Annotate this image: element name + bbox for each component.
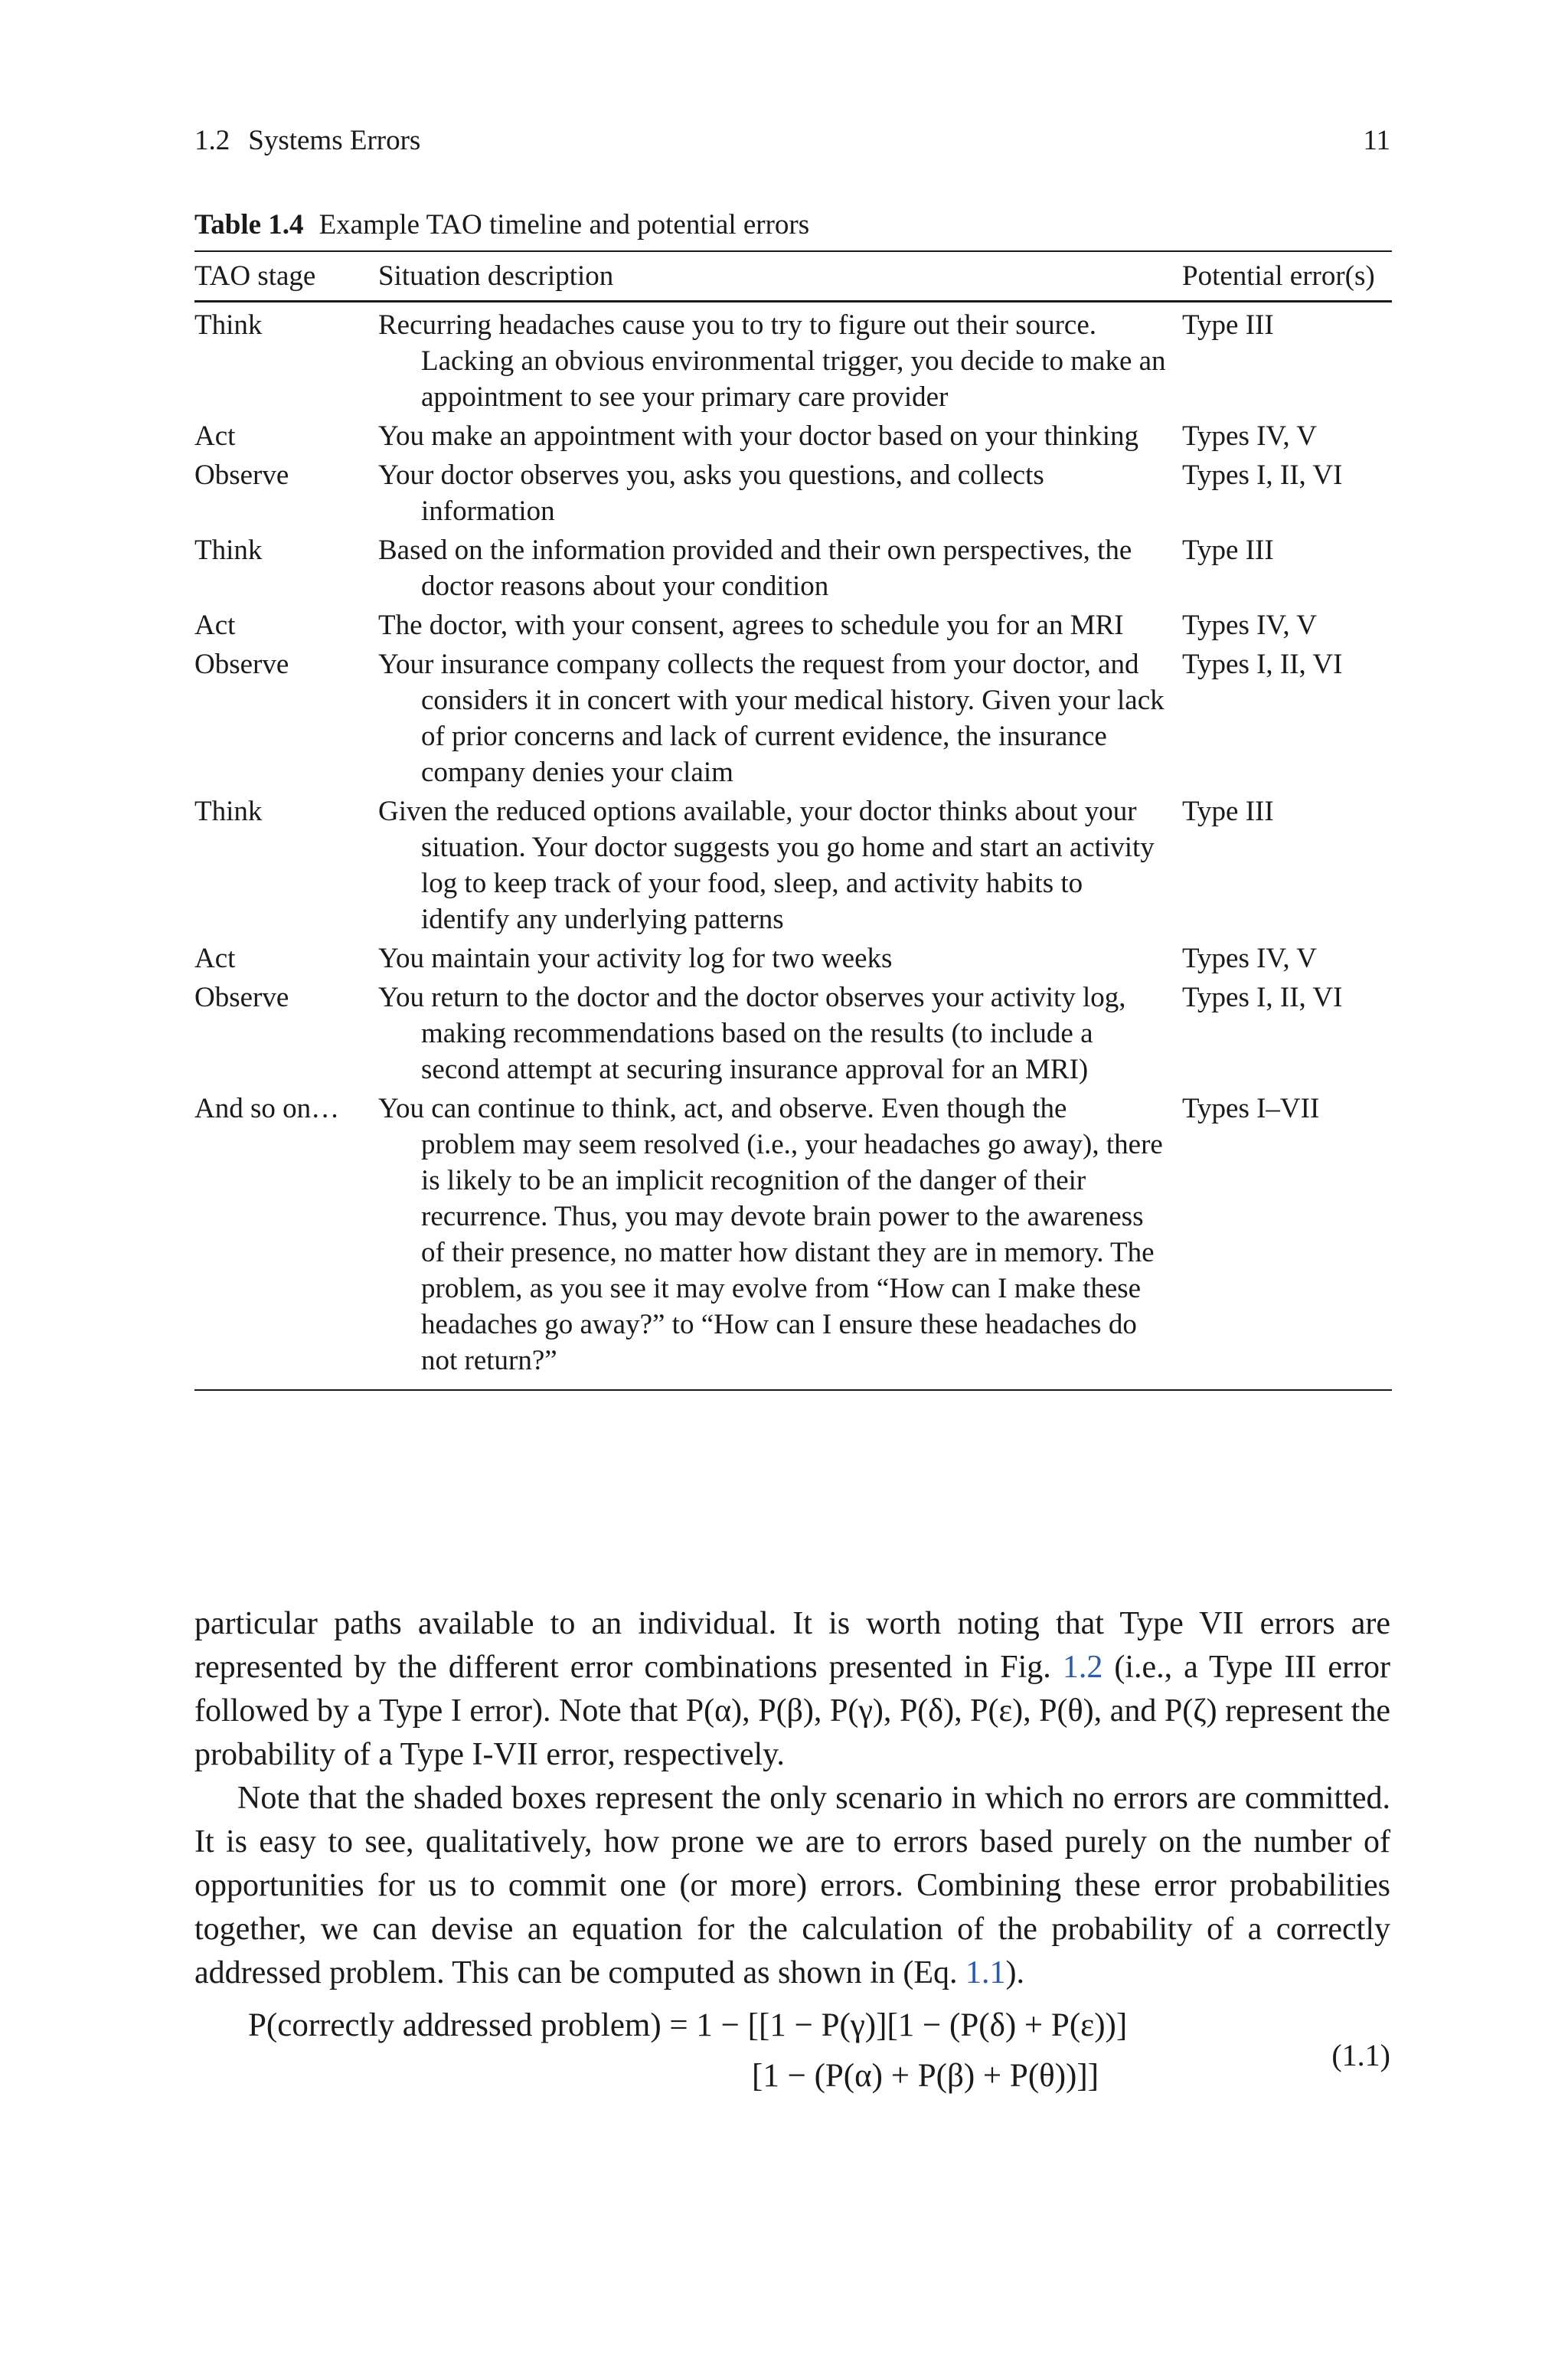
stage-cell: Act <box>194 943 236 974</box>
stage-cell: Observe <box>194 649 289 680</box>
description-cell: Your insurance company collects the request from your doctor, and considers it in concert with your medical history. Given your lack of prior concerns and lack of current evidence, the insurance company denies your claim <box>378 649 1165 788</box>
table-row <box>194 940 1392 980</box>
table-row <box>194 646 1392 793</box>
section-number: 1.2 <box>194 125 230 156</box>
table-row <box>194 532 1392 607</box>
equation-line-1: P(correctly addressed problem) = 1 − [[1 − P(γ)][1 − (P(δ) + P(ε))] <box>248 2007 1128 2043</box>
table-row <box>194 793 1392 940</box>
description-cell: Based on the information provided and their own perspectives, the doctor reasons about your condition <box>378 535 1132 602</box>
errors-cell: Types I, II, VI <box>1182 649 1343 680</box>
errors-cell: Types IV, V <box>1182 610 1317 641</box>
errors-cell: Type III <box>1182 309 1274 341</box>
description-cell: Your doctor observes you, asks you questions, and collects information <box>378 460 1044 527</box>
table-row <box>194 457 1392 532</box>
stage-cell: Observe <box>194 982 289 1013</box>
paragraph-text: (i.e., a Type III error followed by a Type I error). Note that P(α), P(β), P(γ), P(δ), P(ε), P(θ), and P(ζ) represent the probability of a Type I-VII error, respectively. <box>194 1650 1390 1772</box>
equation-line-2: [1 − (P(α) + P(β) + P(θ))]] <box>752 2058 1099 2094</box>
stage-cell: And so on… <box>194 1091 378 1390</box>
errors-cell: Types I, II, VI <box>1182 460 1343 491</box>
description-cell: The doctor, with your consent, agrees to schedule you for an MRI <box>378 610 1124 641</box>
paragraph-type-vii-errors <box>194 1602 1390 1777</box>
equation-number: (1.1) <box>1331 2038 1390 2072</box>
stage-cell: Act <box>194 610 236 641</box>
paragraph-text: Note that the shaded boxes represent the only scenario in which no errors are committed. It is easy to see, qualitatively, how prone we are to errors based purely on the number of opportunities for us to commit one (or more) errors. Combining these error probabilities together, we can devise an equation for the calculation of the probability of a correctly addressed problem. This can be computed as shown in (Eq. <box>194 1781 1390 1990</box>
table-row <box>194 607 1392 646</box>
description-cell: You maintain your activity log for two weeks <box>378 943 893 974</box>
table-block <box>194 208 1392 1391</box>
stage-cell: Think <box>194 796 263 827</box>
page-number: 11 <box>1363 125 1390 156</box>
table-row <box>194 418 1392 457</box>
description-cell: You make an appointment with your doctor based on your thinking <box>378 420 1139 452</box>
section-title: Systems Errors <box>248 125 421 156</box>
running-head <box>194 124 1390 157</box>
stage-cell: Act <box>194 420 236 452</box>
table-caption-text: Example TAO timeline and potential errors <box>318 209 810 240</box>
table-row <box>194 302 1392 419</box>
table-caption-label: Table 1.4 <box>194 209 304 240</box>
description-cell: You return to the doctor and the doctor observes your activity log, making recommendations based on the results (to include a second attempt at securing insurance approval for an MRI) <box>378 982 1126 1085</box>
tao-timeline-table <box>194 250 1392 1391</box>
equation-1-1 <box>194 2007 1390 2106</box>
description-cell: Given the reduced options available, your doctor thinks about your situation. Your doctor suggests you go home and start an activity log to keep track of your food, sleep, and activity habits to identify any underlying patterns <box>378 796 1155 935</box>
stage-cell: Think <box>194 309 263 341</box>
header-situation-description: Situation description <box>378 251 1182 302</box>
errors-cell: Type III <box>1182 796 1274 827</box>
table-header-row <box>194 251 1392 302</box>
errors-cell: Types IV, V <box>1182 943 1317 974</box>
paragraph-shaded-boxes <box>194 1777 1390 1995</box>
paragraph-text: particular paths available to an individual. It is worth noting that Type VII errors are represented by the different error combinations presented in Fig. <box>194 1606 1390 1685</box>
header-potential-errors: Potential error(s) <box>1182 251 1392 302</box>
table-caption <box>194 208 1392 241</box>
header-tao-stage: TAO stage <box>194 251 378 302</box>
equation-ref-link[interactable]: 1.1 <box>965 1955 1006 1990</box>
paragraph-text: ). <box>1005 1955 1024 1990</box>
errors-cell: Types I, II, VI <box>1182 982 1343 1013</box>
running-head-section <box>194 124 420 157</box>
description-cell: Recurring headaches cause you to try to figure out their source. Lacking an obvious environmental trigger, you decide to make an appointment to see your primary care provider <box>378 309 1166 413</box>
figure-ref-link[interactable]: 1.2 <box>1062 1650 1103 1685</box>
stage-cell: Observe <box>194 460 289 491</box>
stage-cell: Think <box>194 535 263 566</box>
errors-cell: Types I–VII <box>1182 1091 1392 1390</box>
table-row <box>194 980 1392 1091</box>
errors-cell: Type III <box>1182 535 1274 566</box>
body-text <box>194 1602 1390 1995</box>
errors-cell: Types IV, V <box>1182 420 1317 452</box>
table-row <box>194 1091 1392 1390</box>
description-cell: You can continue to think, act, and observe. Even though the problem may seem resolved (i.e., your headaches go away), there is likely to be an implicit recognition of the danger of their recurrence. Thus, you may devote brain power to the awareness of their presence, no matter how distant they are in memory. The problem, as you see it may evolve from “How can I make these headaches go away?” to “How can I ensure these headaches do not return?” <box>378 1091 1182 1390</box>
